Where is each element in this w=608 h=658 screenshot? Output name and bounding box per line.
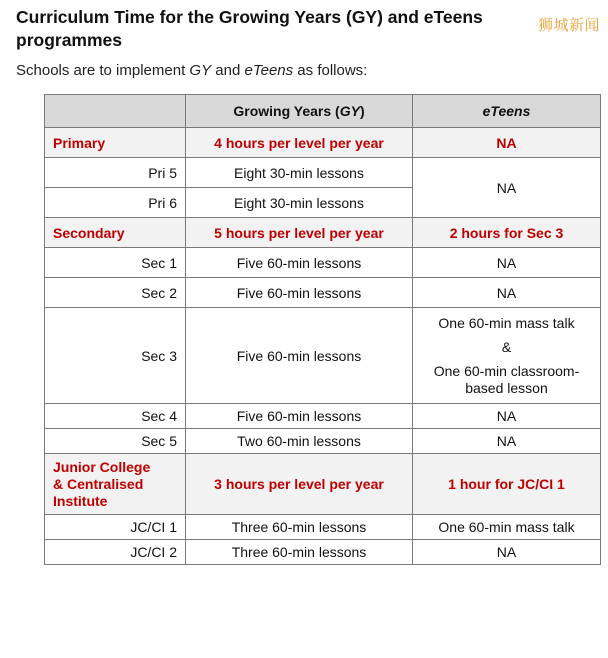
jc-label-line-2: & Centralised <box>53 475 144 492</box>
eteens-line-1: One 60-min mass talk <box>438 314 575 331</box>
section-label-primary: Primary <box>45 128 186 158</box>
watermark: 狮城新闻 <box>537 16 600 34</box>
jc-label-line-3: Institute <box>53 492 108 509</box>
section-eteens-jc: 1 hour for JC/CI 1 <box>413 454 601 515</box>
level-cell: Sec 4 <box>45 404 186 429</box>
level-cell: Sec 5 <box>45 429 186 454</box>
eteens-cell: NA <box>413 404 601 429</box>
section-label-jc <box>45 454 186 515</box>
table-row <box>45 278 601 308</box>
eteens-cell: NA <box>413 540 601 565</box>
eteens-cell-multiline <box>413 308 601 404</box>
jc-label-line-1: Junior College <box>53 458 151 475</box>
section-gy-primary: 4 hours per level per year <box>186 128 413 158</box>
eteens-line-3: based lesson <box>465 379 548 396</box>
eteens-ampersand: & <box>501 338 512 355</box>
eteens-cell: One 60-min mass talk <box>413 515 601 540</box>
section-row-jc <box>45 454 601 515</box>
level-cell: Pri 5 <box>45 158 186 188</box>
level-cell: Sec 2 <box>45 278 186 308</box>
title-line-2: programmes <box>16 30 123 50</box>
level-cell: Sec 3 <box>45 308 186 404</box>
table-row <box>45 248 601 278</box>
section-row-secondary <box>45 218 601 248</box>
gy-cell: Eight 30-min lessons <box>186 158 413 188</box>
section-gy-jc: 3 hours per level per year <box>186 454 413 515</box>
table-row <box>45 515 601 540</box>
gy-cell: Two 60-min lessons <box>186 429 413 454</box>
eteens-cell: NA <box>413 429 601 454</box>
section-gy-secondary: 5 hours per level per year <box>186 218 413 248</box>
section-eteens-secondary: 2 hours for Sec 3 <box>413 218 601 248</box>
header-gy-abbr: GY <box>339 103 360 119</box>
section-label-secondary: Secondary <box>45 218 186 248</box>
header-eteens <box>413 95 601 128</box>
title-line-1: Curriculum Time for the Growing Years (GY) and eTeens <box>16 7 483 27</box>
table-row <box>45 308 601 404</box>
gy-cell: Five 60-min lessons <box>186 404 413 429</box>
header-growing-years <box>186 95 413 128</box>
level-cell: Pri 6 <box>45 188 186 218</box>
eteens-cell: NA <box>413 278 601 308</box>
eteens-cell-merged: NA <box>413 158 601 218</box>
intro-eteens: eTeens <box>244 62 294 79</box>
gy-cell: Five 60-min lessons <box>186 248 413 278</box>
intro-prefix: Schools are to implement <box>16 62 190 79</box>
table-row <box>45 158 601 188</box>
gy-cell: Eight 30-min lessons <box>186 188 413 218</box>
document-title <box>16 6 516 52</box>
header-row <box>45 95 601 128</box>
gy-cell: Five 60-min lessons <box>186 308 413 404</box>
level-cell: JC/CI 1 <box>45 515 186 540</box>
header-eteens-text: eTeens <box>482 103 531 119</box>
header-gy-suffix: ) <box>359 103 365 119</box>
intro-text <box>16 62 367 79</box>
header-empty-cell <box>45 95 186 128</box>
section-eteens-primary: NA <box>413 128 601 158</box>
curriculum-table <box>44 94 601 565</box>
level-cell: Sec 1 <box>45 248 186 278</box>
table-row <box>45 429 601 454</box>
intro-and: and <box>211 62 245 79</box>
gy-cell: Three 60-min lessons <box>186 515 413 540</box>
eteens-line-2: One 60-min classroom- <box>433 362 580 379</box>
gy-cell: Three 60-min lessons <box>186 540 413 565</box>
level-cell: JC/CI 2 <box>45 540 186 565</box>
intro-suffix: as follows: <box>293 62 368 79</box>
section-row-primary <box>45 128 601 158</box>
eteens-cell: NA <box>413 248 601 278</box>
table-row <box>45 404 601 429</box>
table-row <box>45 540 601 565</box>
intro-gy: GY <box>189 62 212 79</box>
header-gy-prefix: Growing Years ( <box>233 103 340 119</box>
gy-cell: Five 60-min lessons <box>186 278 413 308</box>
